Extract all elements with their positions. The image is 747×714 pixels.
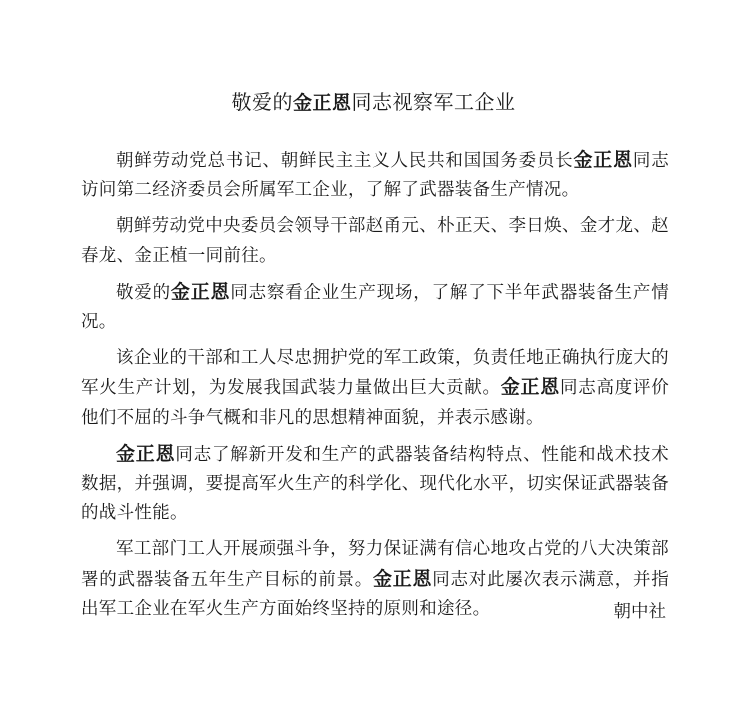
paragraph-text: 朝鲜劳动党总书记、朝鲜民主主义人民共和国国务委员长 <box>116 151 574 171</box>
leader-name: 金正恩 <box>573 149 633 171</box>
paragraph-5 <box>81 440 669 529</box>
leader-name: 金正恩 <box>116 442 176 465</box>
paragraph-text: 同志高度评价他们不屈的斗争气概和非凡的思想精神面貌，并表示感谢。 <box>81 378 669 428</box>
paragraph-1 <box>81 146 669 205</box>
paragraph-text: 同志对此屡次表示满意，并指出军工企业在军火生产方面始终坚持的原则和途径。 <box>81 569 669 619</box>
article-body <box>81 146 669 631</box>
paragraph-text: 同志察看企业生产现场，了解了下半年武器装备生产情况。 <box>81 282 669 333</box>
title-suffix: 同志视察军工企业 <box>351 90 516 114</box>
paragraph-3 <box>81 278 669 337</box>
paragraph-text: 敬爱的 <box>116 282 171 303</box>
paragraph-text: 军工部门工人开展顽强斗争，努力保证满有信心地攻占党的八大决策部署的武器装备五年生产目标的前景。 <box>81 539 669 590</box>
article-title <box>0 88 747 117</box>
paragraph-text: 同志访问第二经济委员会所属军工企业，了解了武器装备生产情况。 <box>81 151 669 201</box>
paragraph-6 <box>81 535 669 624</box>
paragraph-text: 该企业的干部和工人尽忠拥护党的军工政策，负责任地正确执行庞大的军火生产计划，为发展我国武装力量做出巨大贡献。 <box>81 348 669 399</box>
leader-name: 金正恩 <box>170 280 231 303</box>
paragraph-text: 同志了解新开发和生产的武器装备结构特点、性能和战术技术数据，并强调，要提高军火生产的科学化、现代化水平，切实保证武器装备的战斗性能。 <box>81 444 669 524</box>
title-prefix: 敬爱的 <box>231 90 293 114</box>
paragraph-4 <box>81 344 669 433</box>
paragraph-text: 朝鲜劳动党中央委员会领导干部赵甬元、朴正天、李日焕、金才龙、赵春龙、金正植一同前往。 <box>81 216 669 266</box>
source-signature: 朝中社 <box>613 602 666 622</box>
leader-name: 金正恩 <box>372 567 433 590</box>
paragraph-2 <box>81 212 669 270</box>
leader-name: 金正恩 <box>500 376 560 399</box>
title-leader-name: 金正恩 <box>292 92 352 114</box>
